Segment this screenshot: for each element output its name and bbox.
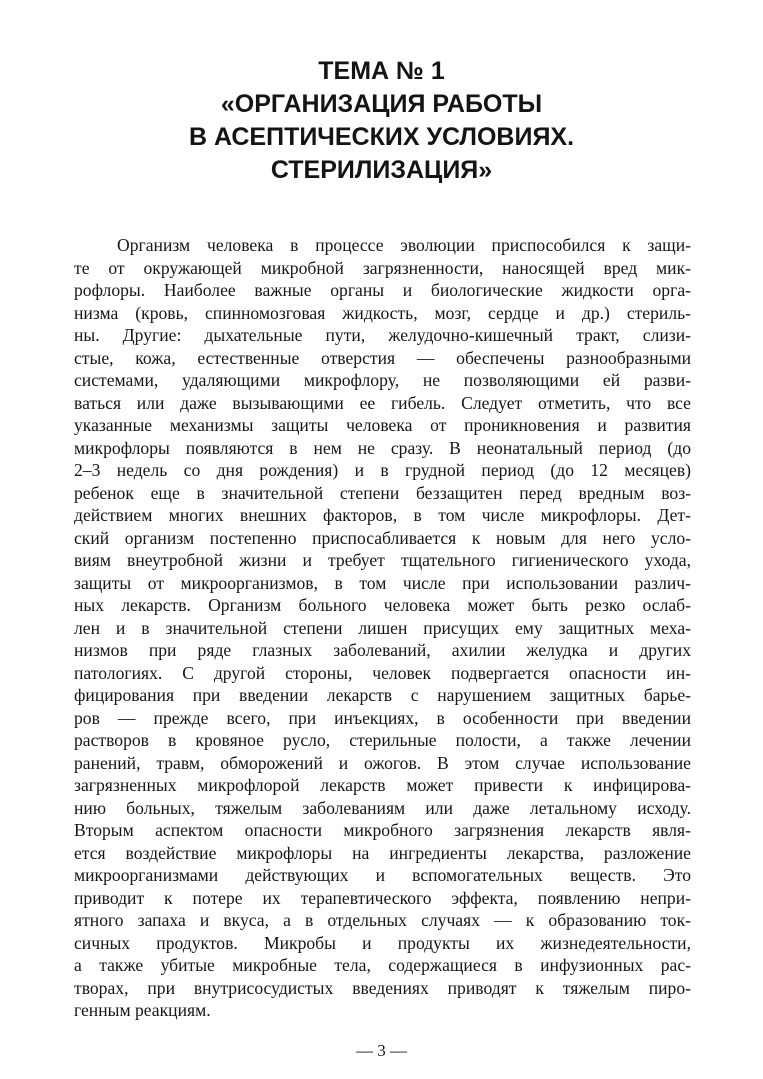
text-line: сичных продуктов. Микробы и продукты их жизнедеятельности, xyxy=(74,932,691,953)
chapter-title xyxy=(0,55,763,187)
text-line: ваться или даже вызывающими ее гибель. Следует отметить, что все xyxy=(74,392,691,413)
text-line: ных лекарств. Организм больного человека может быть резко ослаб- xyxy=(74,595,691,615)
text-line: Организм человека в процессе эволюции приспособился к защи- xyxy=(117,235,691,255)
text-line: приводит к потере их терапевтического эффекта, появлению непри- xyxy=(74,887,691,908)
text-line: ется воздействие микрофлоры на ингредиенты лекарства, разложение xyxy=(74,842,691,863)
text-line: действием многих внешних факторов, в том числе микрофлоры. Дет- xyxy=(74,505,691,525)
text-line: творах, при внутрисосудистых введениях приводят к тяжелым пиро- xyxy=(74,977,691,998)
text-line: те от окружающей микробной загрязненности, наносящей вред мик- xyxy=(74,257,691,278)
title-line: В АСЕПТИЧЕСКИХ УСЛОВИЯХ. xyxy=(188,123,575,151)
text-line: защиты от микроорганизмов, в том числе при использовании различ- xyxy=(74,572,691,593)
text-line: стые, кожа, естественные отверстия — обеспечены разнообразными xyxy=(74,347,691,368)
text-line: микроорганизмами действующих и вспомогательных веществ. Это xyxy=(74,865,691,885)
text-line: генным реакциям. xyxy=(74,1000,211,1020)
text-line: микрофлоры появляются в нем не сразу. В неонатальный период (до xyxy=(74,437,691,458)
body-paragraph xyxy=(74,234,691,1022)
text-line: ский организм постепенно приспосабливается к новым для него усло- xyxy=(74,527,691,548)
text-line: ров — прежде всего, при инъекциях, в особенности при введении xyxy=(74,707,691,728)
text-line: рофлоры. Наиболее важные органы и биологические жидкости орга- xyxy=(74,280,691,300)
text-line: фицирования при введении лекарств с нарушением защитных барье- xyxy=(74,685,691,705)
text-line: 2–3 недель со дня рождения) и в грудной период (до 12 месяцев) xyxy=(74,460,691,480)
title-line: СТЕРИЛИЗАЦИЯ» xyxy=(270,156,493,184)
title-line: «ОРГАНИЗАЦИЯ РАБОТЫ xyxy=(220,90,543,118)
text-line: указанные механизмы защиты человека от проникновения и развития xyxy=(74,415,691,435)
text-line: а также убитые микробные тела, содержащиеся в инфузионных рас- xyxy=(74,955,691,975)
text-line: ребенок еще в значительной степени беззащитен перед вредным воз- xyxy=(74,482,691,503)
text-line: системами, удаляющими микрофлору, не позволяющими ей разви- xyxy=(74,370,691,390)
page-number: — 3 — xyxy=(356,1041,407,1060)
text-line: лен и в значительной степени лишен присущих ему защитных меха- xyxy=(74,617,691,638)
text-line: ятного запаха и вкуса, а в отдельных случаях — к образованию ток- xyxy=(74,910,691,930)
text-line: загрязненных микрофлорой лекарств может привести к инфицирова- xyxy=(74,775,691,795)
text-line: ранений, травм, обморожений и ожогов. В этом случае использование xyxy=(74,752,691,773)
title-line: ТЕМА № 1 xyxy=(318,57,445,85)
text-line: ны. Другие: дыхательные пути, желудочно-кишечный тракт, слизи- xyxy=(74,325,691,345)
text-line: низма (кровь, спинномозговая жидкость, мозг, сердце и др.) стериль- xyxy=(74,302,691,323)
text-line: нию больных, тяжелым заболеваниям или даже летальному исходу. xyxy=(74,797,691,818)
text-line: патологиях. С другой стороны, человек подвергается опасности ин- xyxy=(74,662,691,683)
text-line: низмов при ряде глазных заболеваний, ахилии желудка и других xyxy=(74,640,691,660)
text-line: виям внеутробной жизни и требует тщательного гигиенического ухода, xyxy=(74,550,691,570)
text-line: Вторым аспектом опасности микробного загрязнения лекарств явля- xyxy=(74,820,691,840)
text-line: растворов в кровяное русло, стерильные полости, а также лечении xyxy=(74,730,691,750)
